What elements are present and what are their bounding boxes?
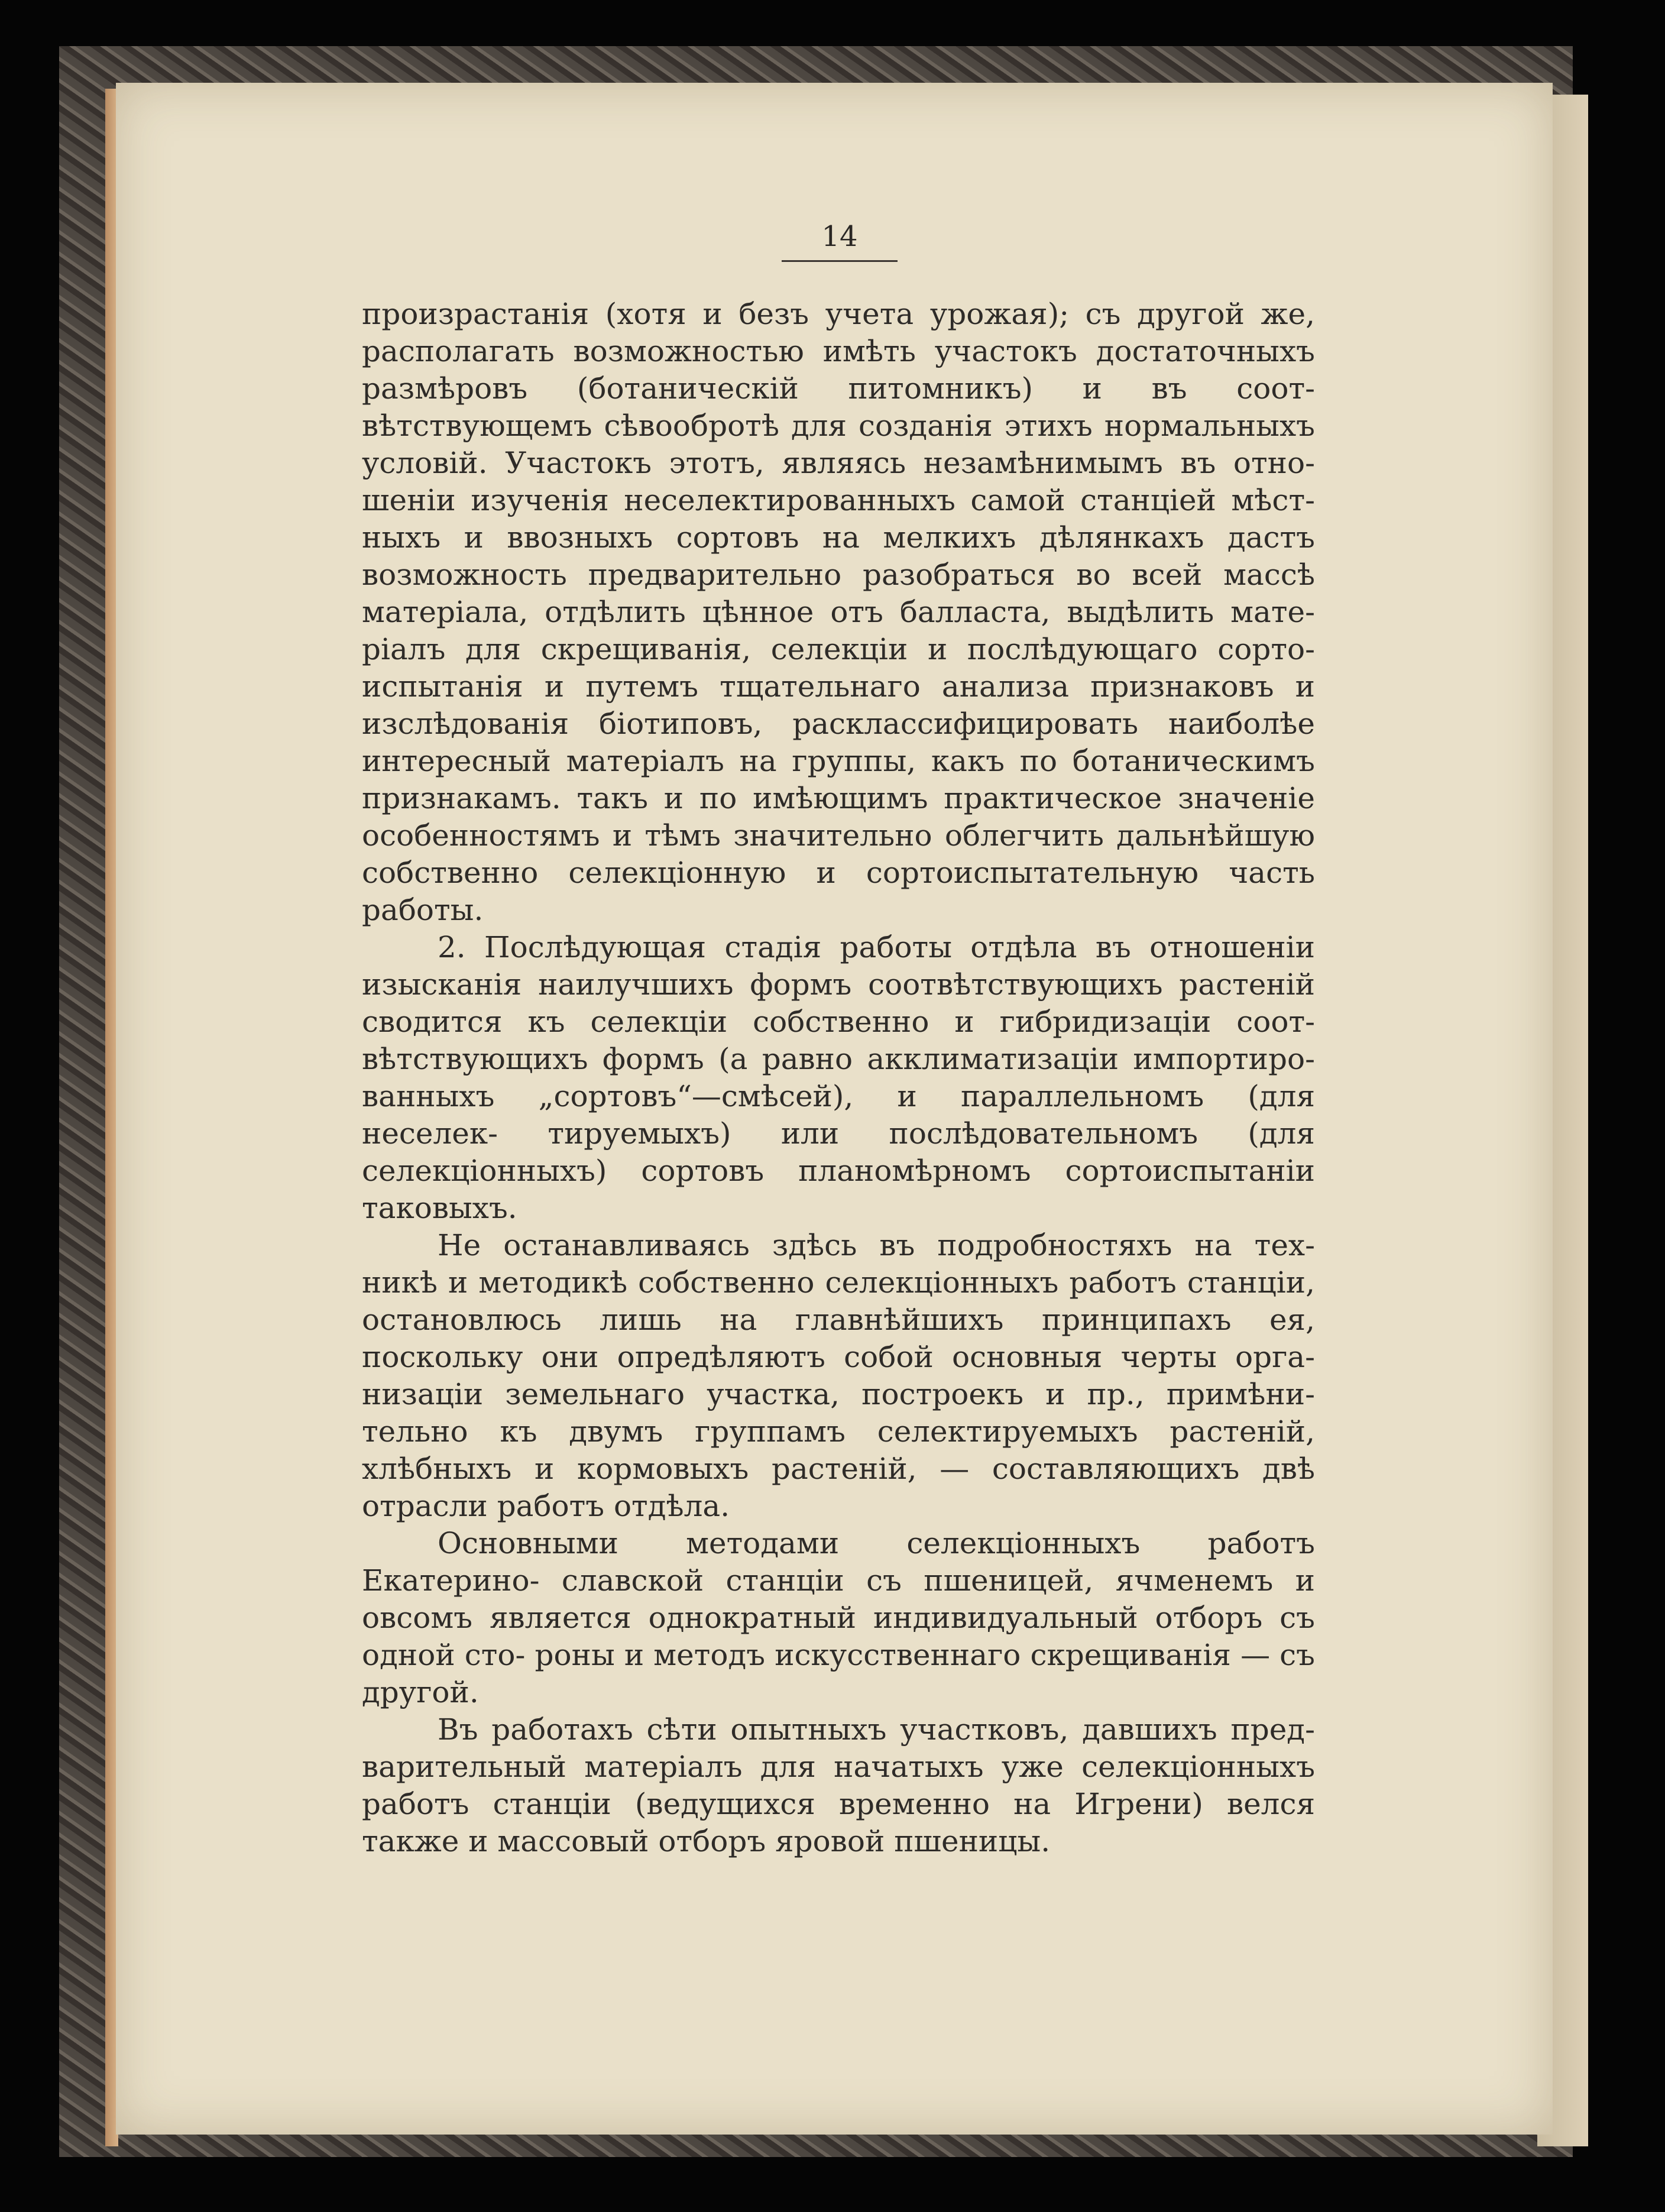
text-line: признакамъ. такъ и по имѣющимъ практическое значеніе: [362, 781, 1315, 815]
text-line: отрасли работъ отдѣла.: [362, 1489, 730, 1523]
text-line: испытанія и путемъ тщательнаго анализа признаковъ и: [362, 669, 1315, 704]
text-line: низаціи земельнаго участка, построекъ и пр., примѣни-: [362, 1377, 1315, 1411]
text-line: возможность предварительно разобраться во всей массѣ: [362, 558, 1315, 592]
text-line: Въ работахъ сѣти опытныхъ участковъ, давшихъ пред-: [438, 1712, 1315, 1747]
text-line: поскольку они опредѣляютъ собой основныя черты орга-: [362, 1340, 1315, 1374]
text-line: условій. Участокъ этотъ, являясь незамѣнимымъ въ отно-: [362, 446, 1315, 480]
text-line: тельно къ двумъ группамъ селектируемыхъ растеній,: [362, 1414, 1315, 1449]
text-line: также и массовый отборъ яровой пшеницы.: [362, 1824, 1051, 1858]
text-line: изысканія наилучшихъ формъ соотвѣтствующихъ растеній: [362, 967, 1315, 1002]
text-line: станціи, остановлюсь лишь на главнѣйшихъ принципахъ ея,: [362, 1265, 1315, 1337]
text-line: ріалъ для скрещиванія, селекціи и послѣдующаго сорто-: [362, 632, 1315, 666]
text-line: матеріала, отдѣлить цѣнное отъ балласта, выдѣлить мате-: [362, 595, 1315, 629]
text-line: изслѣдованія біотиповъ, расклассифицировать наиболѣе: [362, 707, 1315, 741]
text-line: шеніи изученія неселектированныхъ самой станціей мѣст-: [362, 483, 1315, 517]
text-line: интересный матеріалъ на группы, какъ по ботаническимъ: [362, 744, 1315, 778]
text-line: работы.: [362, 893, 484, 927]
text-line: роны и методъ искусственнаго скрещиванія — съ другой.: [362, 1638, 1315, 1709]
paragraph-1: [362, 296, 1315, 929]
text-line: работъ станціи (ведущихся временно на Игрени) велся: [362, 1787, 1315, 1821]
text-line: особенностямъ и тѣмъ значительно облегчить дальнѣйшую: [362, 818, 1315, 853]
text-line: является однократный индивидуальный отборъ съ одной сто-: [362, 1601, 1315, 1672]
text-line: славской станціи съ пшеницей, ячменемъ и овсомъ: [362, 1563, 1315, 1635]
text-line: располагать возможностью имѣть участокъ достаточныхъ: [362, 334, 1315, 368]
paragraph-5: [362, 1711, 1315, 1860]
text-line: вѣтствующихъ формъ (а равно акклиматизаціи импортиро-: [362, 1042, 1315, 1076]
text-line: Основными методами селекціонныхъ работъ Екатерино-: [362, 1526, 1315, 1598]
text-line: произрастанія (хотя и безъ учета урожая); съ другой же,: [362, 297, 1315, 331]
text-line: ныхъ и ввозныхъ сортовъ на мелкихъ дѣлянкахъ дастъ: [362, 520, 1315, 555]
page-number: 14: [821, 220, 858, 253]
paragraph-3: [362, 1227, 1315, 1525]
text-line: собственно селекціонную и сортоиспытательную часть: [362, 856, 1315, 890]
text-line: размѣровъ (ботаническій питомникъ) и въ соот-: [362, 371, 1315, 406]
text-line: никѣ и методикѣ собственно селекціонныхъ работъ: [362, 1265, 1177, 1300]
text-line: тируемыхъ) или послѣдовательномъ (для селекціонныхъ): [362, 1116, 1315, 1188]
text-line: Не останавливаясь здѣсь въ подробностяхъ на тех-: [438, 1228, 1315, 1262]
text-line: варительный матеріалъ для начатыхъ уже селекціонныхъ: [362, 1750, 1315, 1784]
paragraph-2: [362, 929, 1315, 1227]
text-line: 2. Послѣдующая стадія работы отдѣла въ отношеніи: [438, 930, 1315, 964]
body-text: [362, 296, 1315, 1860]
text-line: хлѣбныхъ и кормовыхъ растеній, — составляющихъ двѣ: [362, 1452, 1315, 1486]
paragraph-4: [362, 1525, 1315, 1711]
text-line: вѣтствующемъ сѣвообротѣ для созданія этихъ нормальныхъ: [362, 409, 1315, 443]
text-line: сводится къ селекціи собственно и гибридизаціи соот-: [362, 1005, 1315, 1039]
text-line: ванныхъ „сортовъ“—смѣсей), и параллельномъ (для неселек-: [362, 1079, 1315, 1151]
text-line: сортовъ планомѣрномъ сортоиспытаніи таковыхъ.: [362, 1154, 1315, 1225]
page-number-rule: [782, 260, 898, 262]
